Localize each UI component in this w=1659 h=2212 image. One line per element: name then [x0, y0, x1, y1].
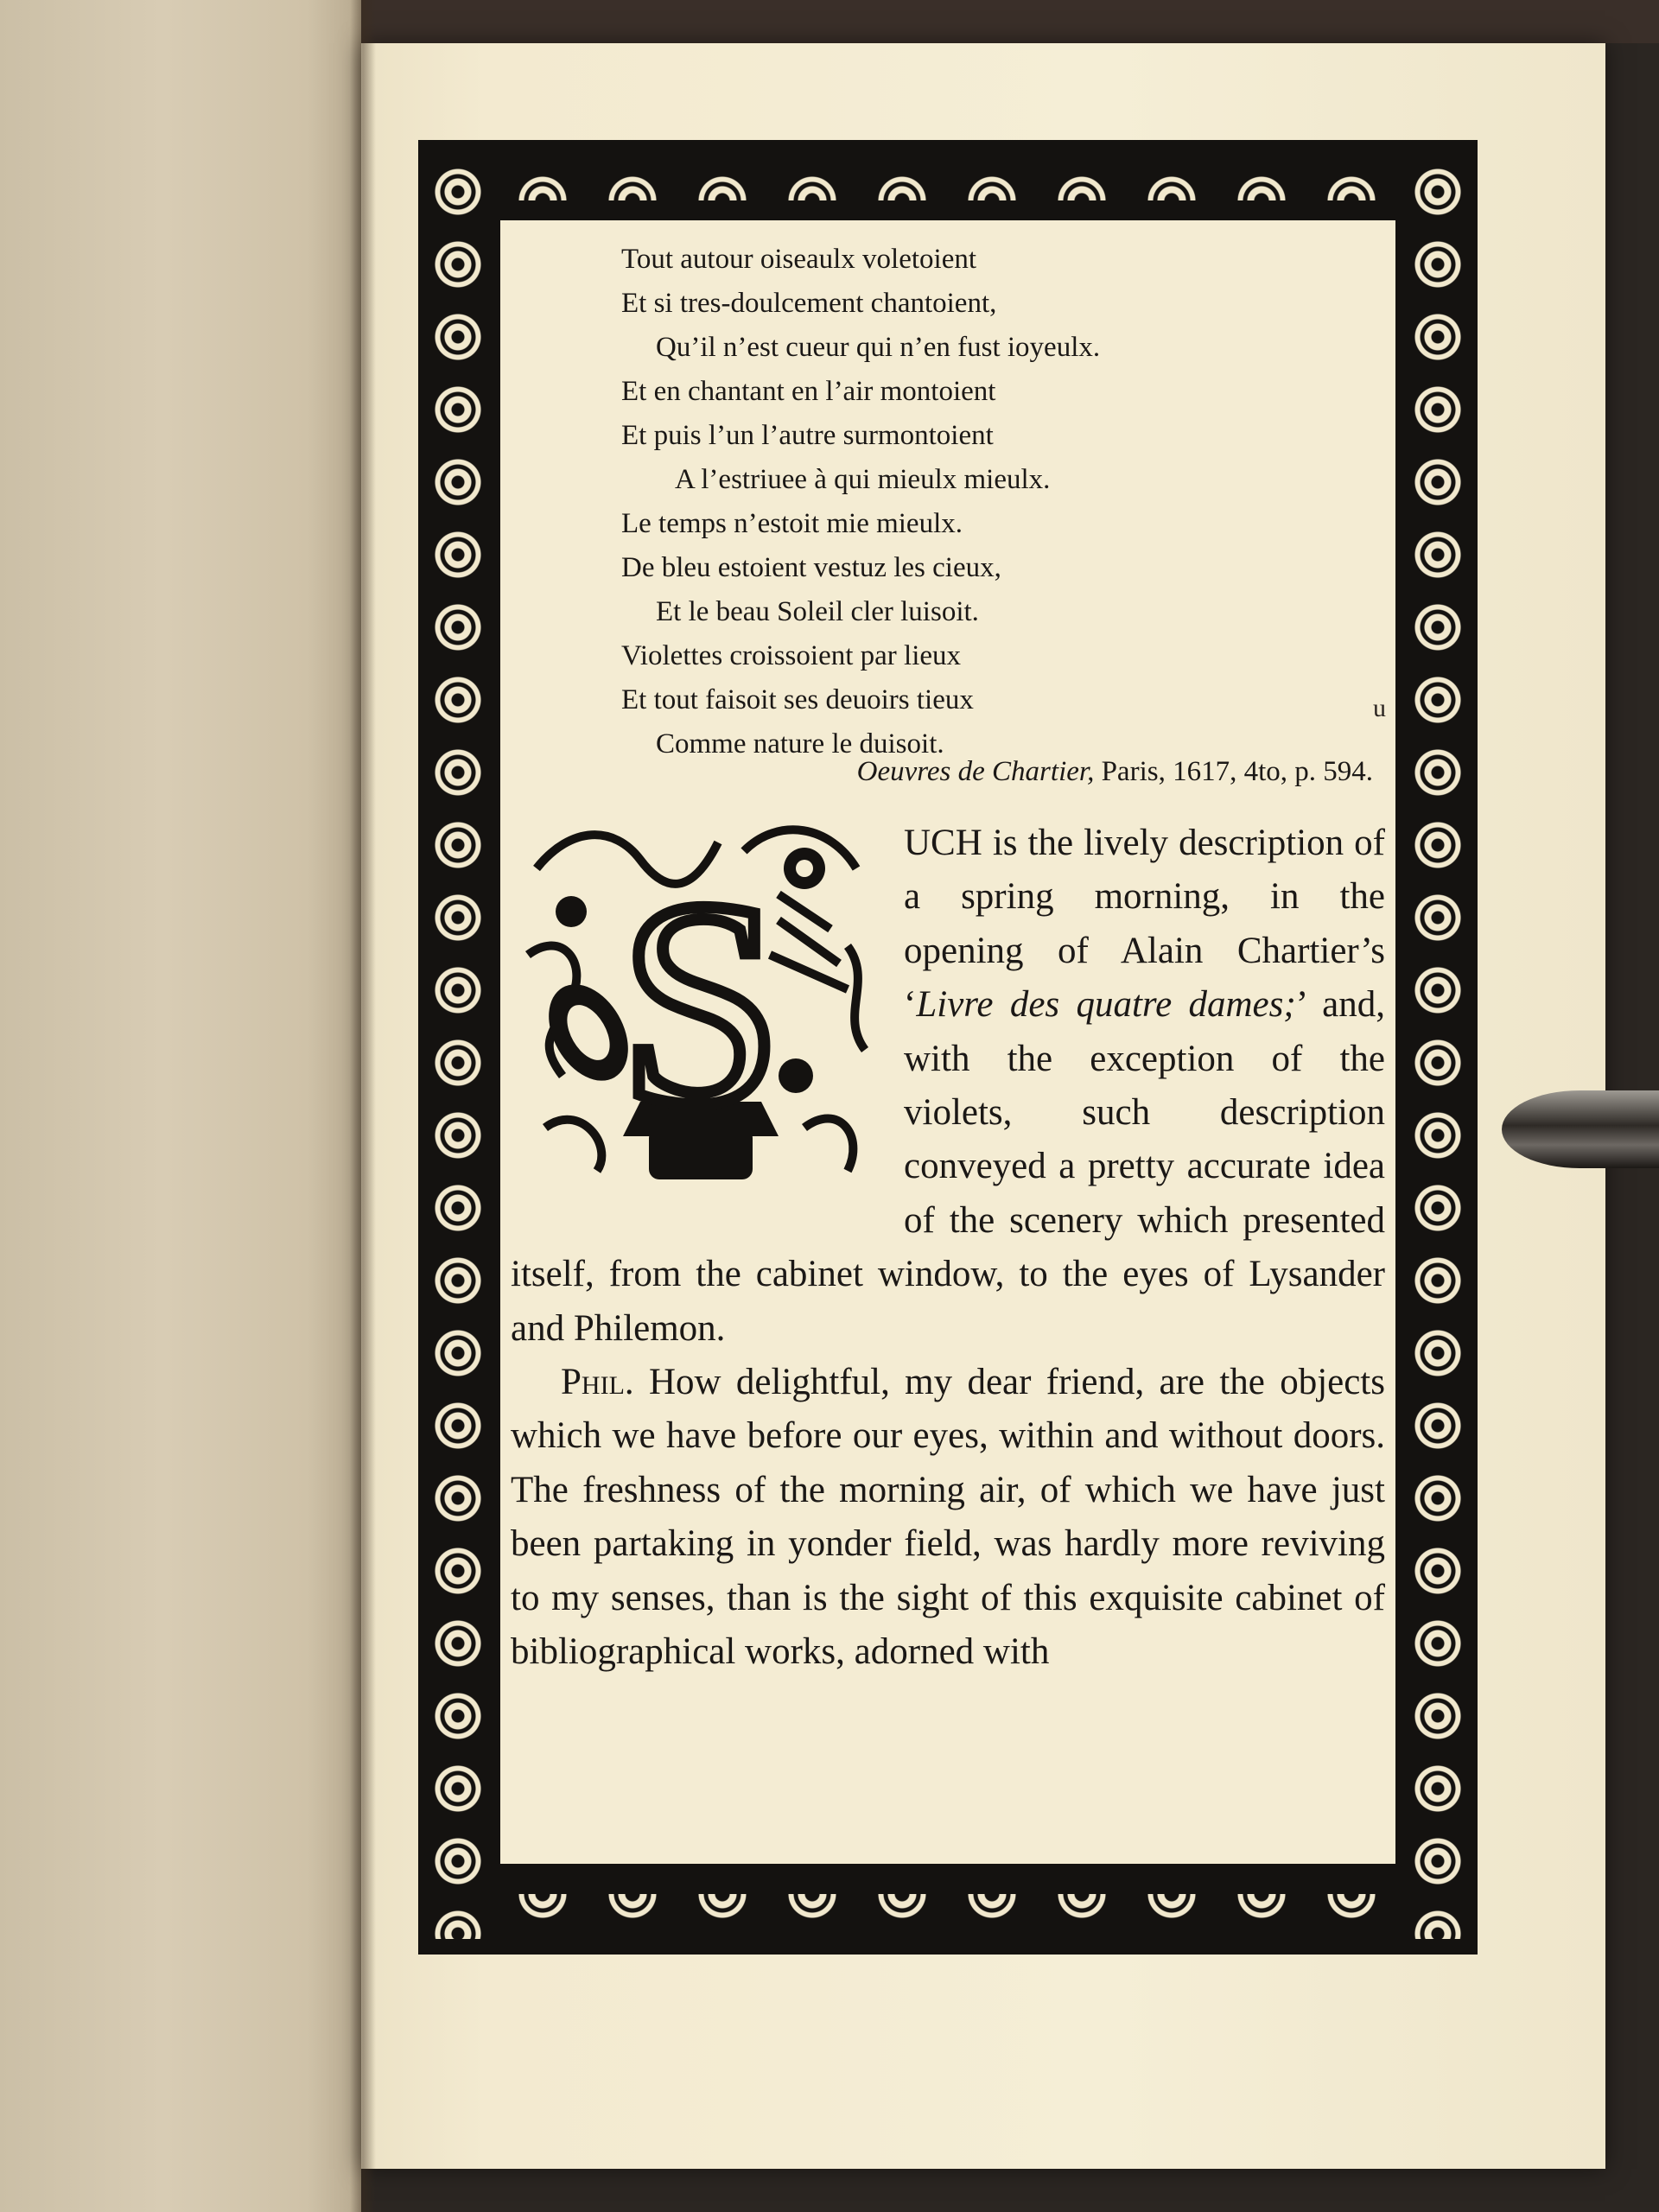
speaker-name: Phil.	[561, 1362, 634, 1403]
body-text	[511, 817, 1385, 1680]
citation	[857, 756, 1373, 788]
background-wood	[361, 0, 1659, 43]
left-ornament-border	[434, 156, 482, 1939]
text-panel	[498, 218, 1398, 1866]
verse-line: Et en chantant en l’air montoient	[621, 376, 996, 407]
verse-line: Et le beau Soleil cler luisoit.	[656, 596, 979, 627]
verse-line: Violettes croissoient par lieux	[621, 640, 962, 671]
verse-line: Qu’il n’est cueur qui n’en fust ioyeulx.	[656, 332, 1101, 363]
right-ornament-border	[1414, 156, 1462, 1939]
handwritten-correction: u	[1373, 694, 1386, 722]
verse-line: Et tout faisoit ses deuoirs tieux	[621, 684, 974, 715]
citation-title: Oeuvres de Chartier,	[856, 756, 1095, 787]
book-gutter	[350, 0, 376, 2212]
bookmark-clip-icon	[1502, 1090, 1659, 1168]
top-ornament-border	[498, 156, 1398, 200]
verse-line: Et si tres-doulcement chantoient,	[621, 288, 997, 319]
verse-line: Tout autour oiseaulx voletoient	[621, 244, 977, 275]
para2-text: How delightful, my dear friend, are the objects which we have before our eyes, within and without doors. The freshness of the morning air, of which we have just been partaking in yonder field, was hardly more reviving to my senses, than is the sight of this exquisite cabinet of bibliographical works, adorned with	[511, 1362, 1385, 1673]
book-title: Livre des quatre dames;	[916, 984, 1296, 1026]
ornamental-border-frame	[418, 140, 1478, 1955]
citation-details: Paris, 1617, 4to, p. 594.	[1094, 756, 1373, 787]
verse-line: Comme nature le duisoit.	[656, 728, 944, 760]
bottom-ornament-border	[498, 1894, 1398, 1939]
dropcap-letter: S	[619, 840, 783, 1166]
left-page	[0, 0, 361, 2212]
verse-line: A l’estriuee à qui mieulx mieulx.	[675, 464, 1051, 495]
para1-text: UCH is the lively description of a spring morning, in the opening of Alain Chartier’s ‘	[904, 823, 1385, 1026]
verse-line: Le temps n’estoit mie mieulx.	[621, 508, 963, 539]
verse-block	[621, 238, 1364, 766]
verse-line: Et puis l’un l’autre surmontoient	[621, 420, 994, 451]
verse-line: De bleu estoient vestuz les cieux,	[621, 552, 1001, 583]
para1-text-cont: ’ and, with the exception of the violets, such description conveyed a pretty accurate idea of the scenery which presented itself, from the cabinet window, to the eyes of Lysander and Philemon.	[511, 984, 1386, 1349]
paragraph-2	[511, 1356, 1385, 1679]
